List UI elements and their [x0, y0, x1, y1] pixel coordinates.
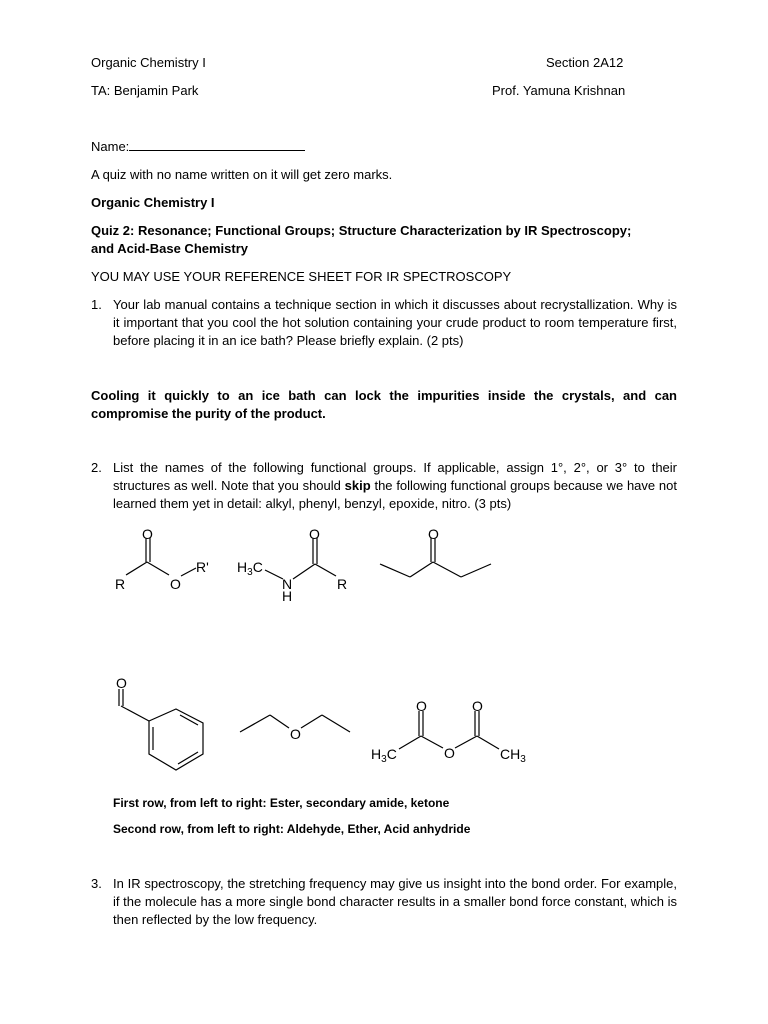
quiz-title-line1: Quiz 2: Resonance; Functional Groups; Structure Characterization by IR Spectroscopy;	[91, 223, 632, 238]
question-1-answer: Cooling it quickly to an ice bath can lock the impurities inside the crystals, and can compromise the purity of the product.	[91, 388, 677, 421]
anhydride-ch3-label: $CH_3$	[500, 746, 526, 765]
ta-name: TA: Benjamin Park	[91, 83, 199, 98]
course-name: Organic Chemistry I	[91, 55, 206, 70]
name-blank-line	[129, 138, 305, 151]
ester-structure	[126, 538, 196, 576]
amide-r-label: R	[337, 576, 348, 592]
question-2-answer-row1: First row, from left to right: Ester, secondary amide, ketone	[113, 796, 450, 810]
course-title: Organic Chemistry I	[91, 195, 215, 210]
ir-reference-instruction: YOU MAY USE YOUR REFERENCE SHEET FOR IR SPECTROSCOPY	[91, 269, 512, 284]
question-1-number: 1.	[91, 297, 102, 312]
ether-o-label: O	[290, 726, 301, 742]
ketone-structure	[380, 538, 491, 577]
amide-hydrogen-label: H	[282, 588, 293, 604]
ester-r-label: R	[115, 576, 126, 592]
question-2-answer-row2: Second row, from left to right: Aldehyde, Ether, Acid anhydride	[113, 822, 471, 836]
question-2-text	[113, 459, 677, 513]
quiz-title-line2: and Acid-Base Chemistry	[91, 241, 249, 256]
question-1-text: Your lab manual contains a technique section in which it discusses about recrystallization. Why is it important that you cool the hot solution containing your crude product to room temperature first, before placing it in an ice bath? Please briefly explain. (2 pts)	[113, 297, 677, 348]
ester-oxygen-label: O	[170, 576, 181, 592]
section-number: Section 2A12	[546, 55, 624, 70]
acid-anhydride-structure	[399, 711, 499, 749]
ketone-o-label: O	[428, 526, 439, 542]
ester-r-prime-label: R'	[196, 559, 209, 575]
question-3-text: In IR spectroscopy, the stretching frequency may give us insight into the bond order. For example, if the molecule has a more single bond character results in a smaller bond force constant, which is then reflected by the low frequency.	[113, 876, 677, 927]
ester-carbonyl-o-label: O	[142, 526, 153, 542]
question-2-number: 2.	[91, 460, 102, 475]
anhydride-h3c-label: $H_3C$	[371, 746, 397, 765]
professor-name: Prof. Yamuna Krishnan	[492, 83, 626, 98]
secondary-amide-structure	[265, 538, 336, 579]
name-label: Name:	[91, 139, 130, 154]
anhydride-right-o-label: O	[472, 698, 483, 714]
functional-group-structures	[0, 520, 768, 810]
question-3-number: 3.	[91, 876, 102, 891]
question-2-text-part2: the following functional groups because we have not learned them yet in detail: alkyl, phenyl, benzyl, epoxide, nitro. (3 pts)	[113, 478, 677, 511]
amide-nitrogen-label: N	[282, 576, 293, 592]
aldehyde-structure	[119, 689, 203, 770]
question-2-text-part1: List the names of the following functional groups. If applicable, assign 1°, 2°, or 3° to their structures as well. Note that you should	[113, 460, 677, 493]
skip-emphasis: skip	[344, 478, 371, 493]
aldehyde-o-label: O	[116, 675, 127, 691]
name-field	[91, 138, 305, 156]
anhydride-left-o-label: O	[416, 698, 427, 714]
zero-marks-warning: A quiz with no name written on it will get zero marks.	[91, 167, 393, 182]
anhydride-bridge-o-label: O	[444, 745, 455, 761]
amide-h3c-label: $H_3C$	[237, 559, 263, 578]
amide-carbonyl-o-label: O	[309, 526, 320, 542]
